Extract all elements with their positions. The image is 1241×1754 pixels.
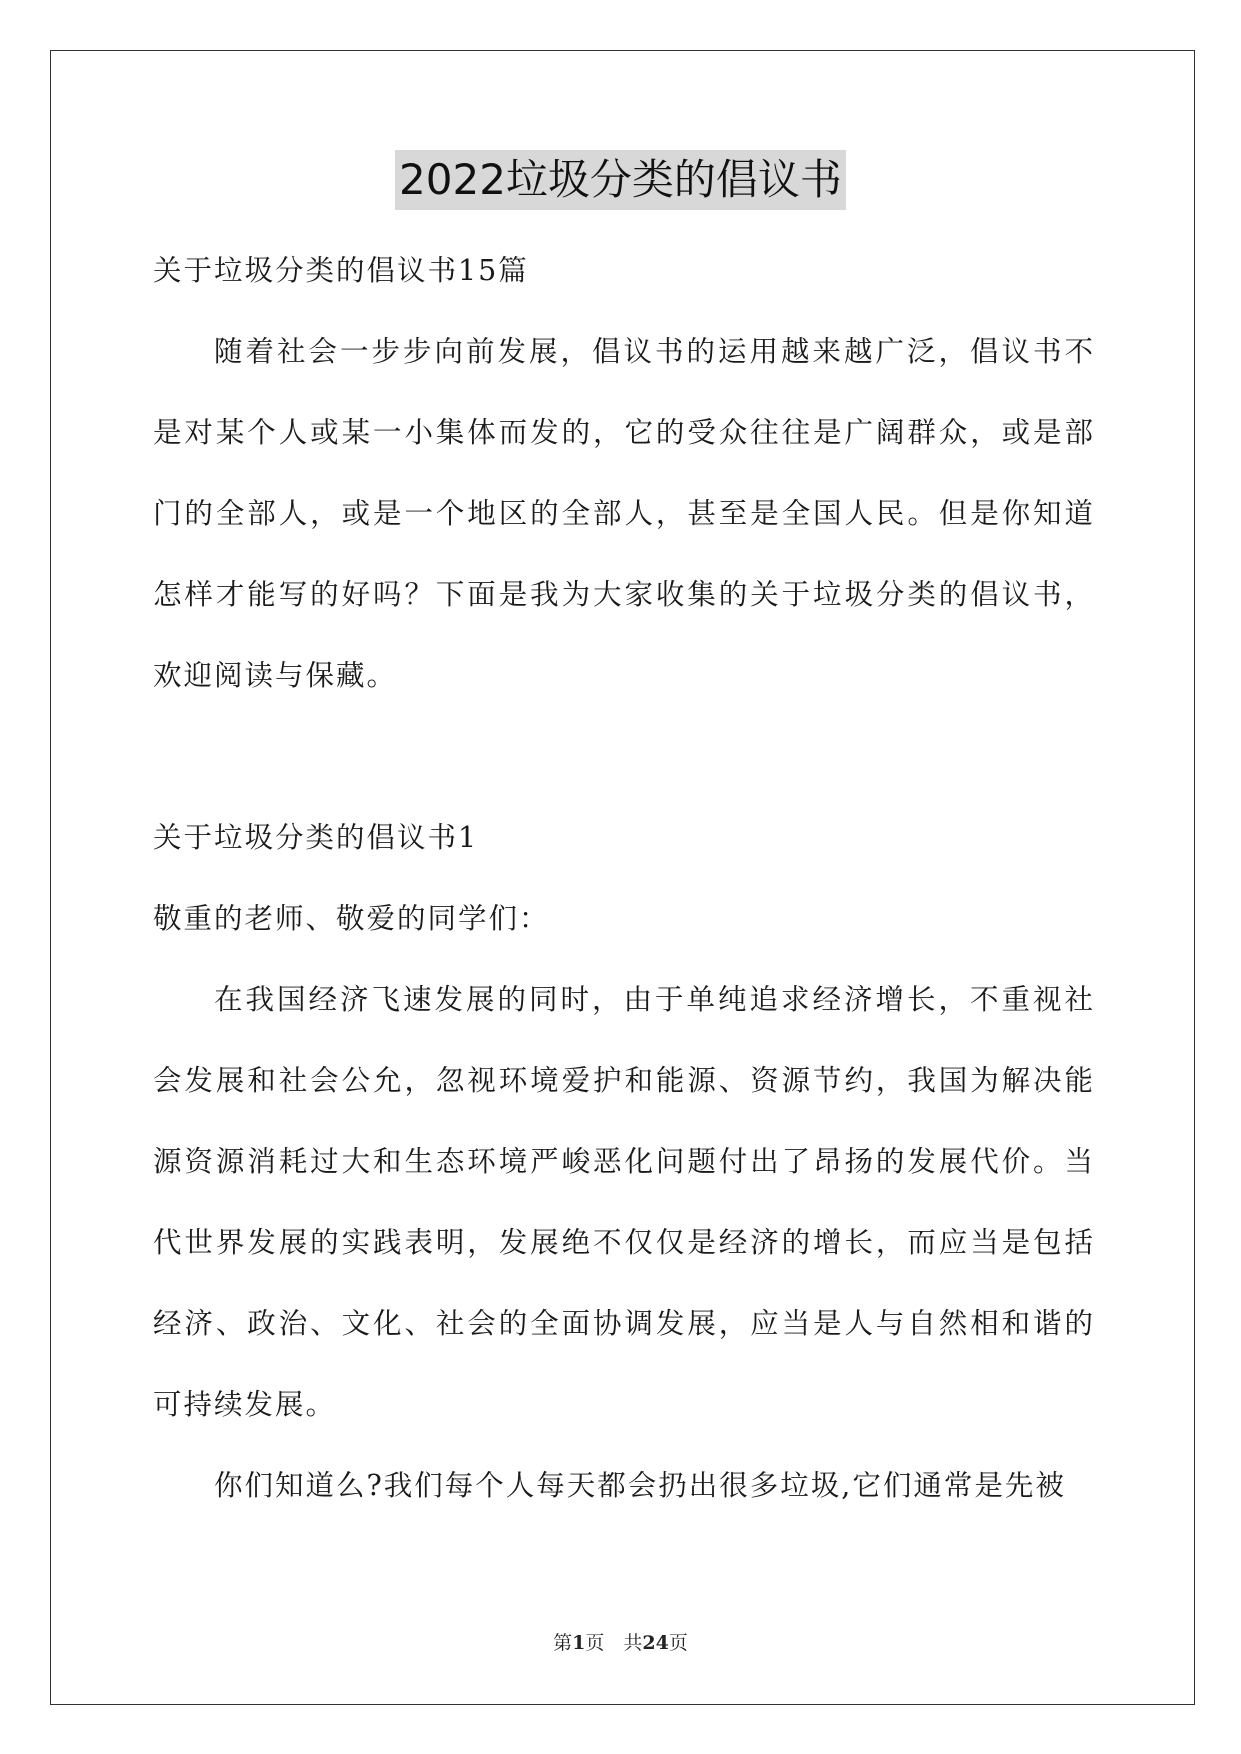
title-wrap xyxy=(0,150,1241,210)
document-title: 2022垃圾分类的倡议书 xyxy=(395,150,846,210)
intro-paragraph: 随着社会一步步向前发展，倡议书的运用越来越广泛，倡议书不是对某个人或某一小集体而发的，它的受众往往是广阔群众，或是部门的全部人，或是一个地区的全部人，甚至是全国人民。但是你知道怎样才能写的好吗？下面是我为大家收集的关于垃圾分类的倡议书，欢迎阅读与保藏。 xyxy=(153,335,1095,692)
footer-suffix: 页 xyxy=(668,1632,688,1654)
body-paragraph-1: 在我国经济飞速发展的同时，由于单纯追求经济增长，不重视社会发展和社会公允，忽视环境爱护和能源、资源节约，我国为解决能源资源消耗过大和生态环境严峻恶化问题付出了昂扬的发展代价。当代世界发展的实践表明，发展绝不仅仅是经济的增长，而应当是包括经济、政治、文化、社会的全面协调发展，应当是人与自然相和谐的可持续发展。 xyxy=(153,983,1095,1421)
salutation: 敬重的老师、敬爱的同学们： xyxy=(153,902,550,935)
body-paragraph-2: 你们知道么?我们每个人每天都会扔出很多垃圾,它们通常是先被 xyxy=(214,1469,1066,1502)
page-footer xyxy=(0,1628,1241,1655)
section-heading: 关于垃圾分类的倡议书1 xyxy=(153,821,479,854)
current-page-number: 1 xyxy=(572,1632,586,1654)
footer-mid: 页 共 xyxy=(585,1632,643,1654)
footer-prefix: 第 xyxy=(553,1632,573,1654)
subtitle: 关于垃圾分类的倡议书15篇 xyxy=(153,254,529,287)
total-pages-number: 24 xyxy=(642,1632,669,1654)
document-body xyxy=(153,230,1095,1526)
